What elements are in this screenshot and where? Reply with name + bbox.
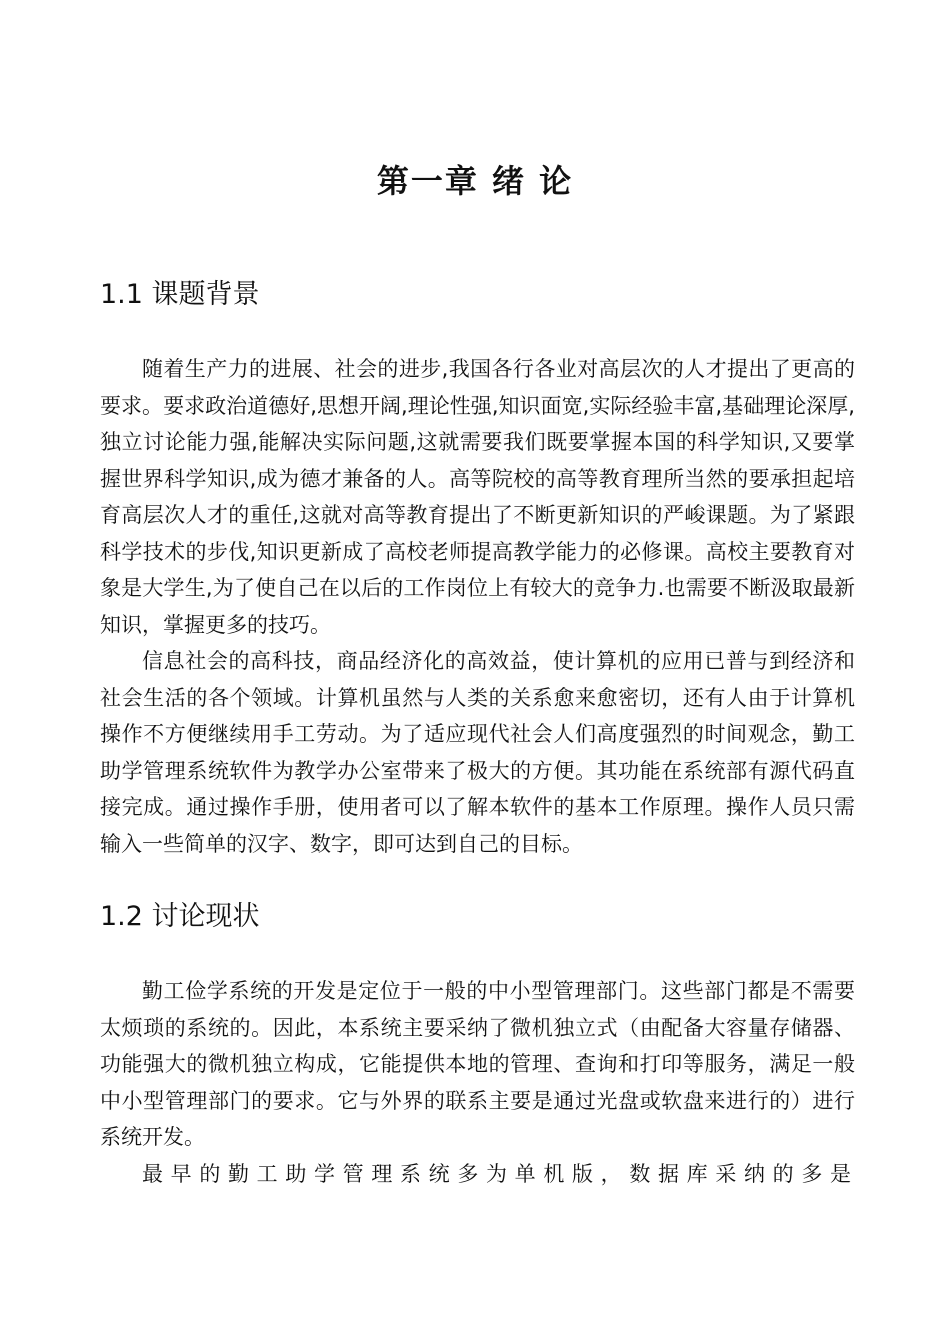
paragraph: 最早的勤工助学管理系统多为单机版，数据库采纳的多是 — [142, 1161, 855, 1186]
section-heading-1-1: 1.1 课题背景 — [100, 279, 260, 310]
paragraph: 勤工俭学系统的开发是定位于一般的中小型管理部门。这些部门都是不需要太烦琐的系统的。因此，本系统主要采纳了微机独立式（由配备大容量存储器、功能强大的微机独立构成，它能提供本地的管理、查询和打印等服务，满足一般中小型管理部门的要求。它与外界的联系主要是通过光盘或软盘来进行的）进行系统开发。 — [100, 979, 855, 1149]
section-1-1-body — [100, 351, 855, 862]
paragraph: 信息社会的高科技，商品经济化的高效益，使计算机的应用已普与到经济和社会生活的各个领域。计算机虽然与人类的关系愈来愈密切，还有人由于计算机操作不方便继续用手工劳动。为了适应现代社会人们高度强烈的时间观念，勤工助学管理系统软件为教学办公室带来了极大的方便。其功能在系统部有源代码直接完成。通过操作手册，使用者可以了解本软件的基本工作原理。操作人员只需输入一些简单的汉字、数字，即可达到自己的目标。 — [100, 649, 855, 856]
section-heading-1-2: 1.2 讨论现状 — [100, 901, 260, 932]
section-1-2-body — [100, 973, 855, 1192]
paragraph: 随着生产力的进展、社会的进步,我国各行各业对高层次的人才提出了更高的要求。要求政治道德好,思想开阔,理论性强,知识面宽,实际经验丰富,基础理论深厚,独立讨论能力强,能解决实际问题,这就需要我们既要掌握本国的科学知识,又要掌握世界科学知识,成为德才兼备的人。高等院校的高等教育理所当然的要承担起培育高层次人才的重任,这就对高等教育提出了不断更新知识的严峻课题。为了紧跟科学技术的步伐,知识更新成了高校老师提高教学能力的必修课。高校主要教育对象是大学生,为了使自己在以后的工作岗位上有较大的竞争力.也需要不断汲取最新知识，掌握更多的技巧。 — [100, 357, 855, 637]
chapter-title: 第一章 绪 论 — [376, 162, 574, 200]
